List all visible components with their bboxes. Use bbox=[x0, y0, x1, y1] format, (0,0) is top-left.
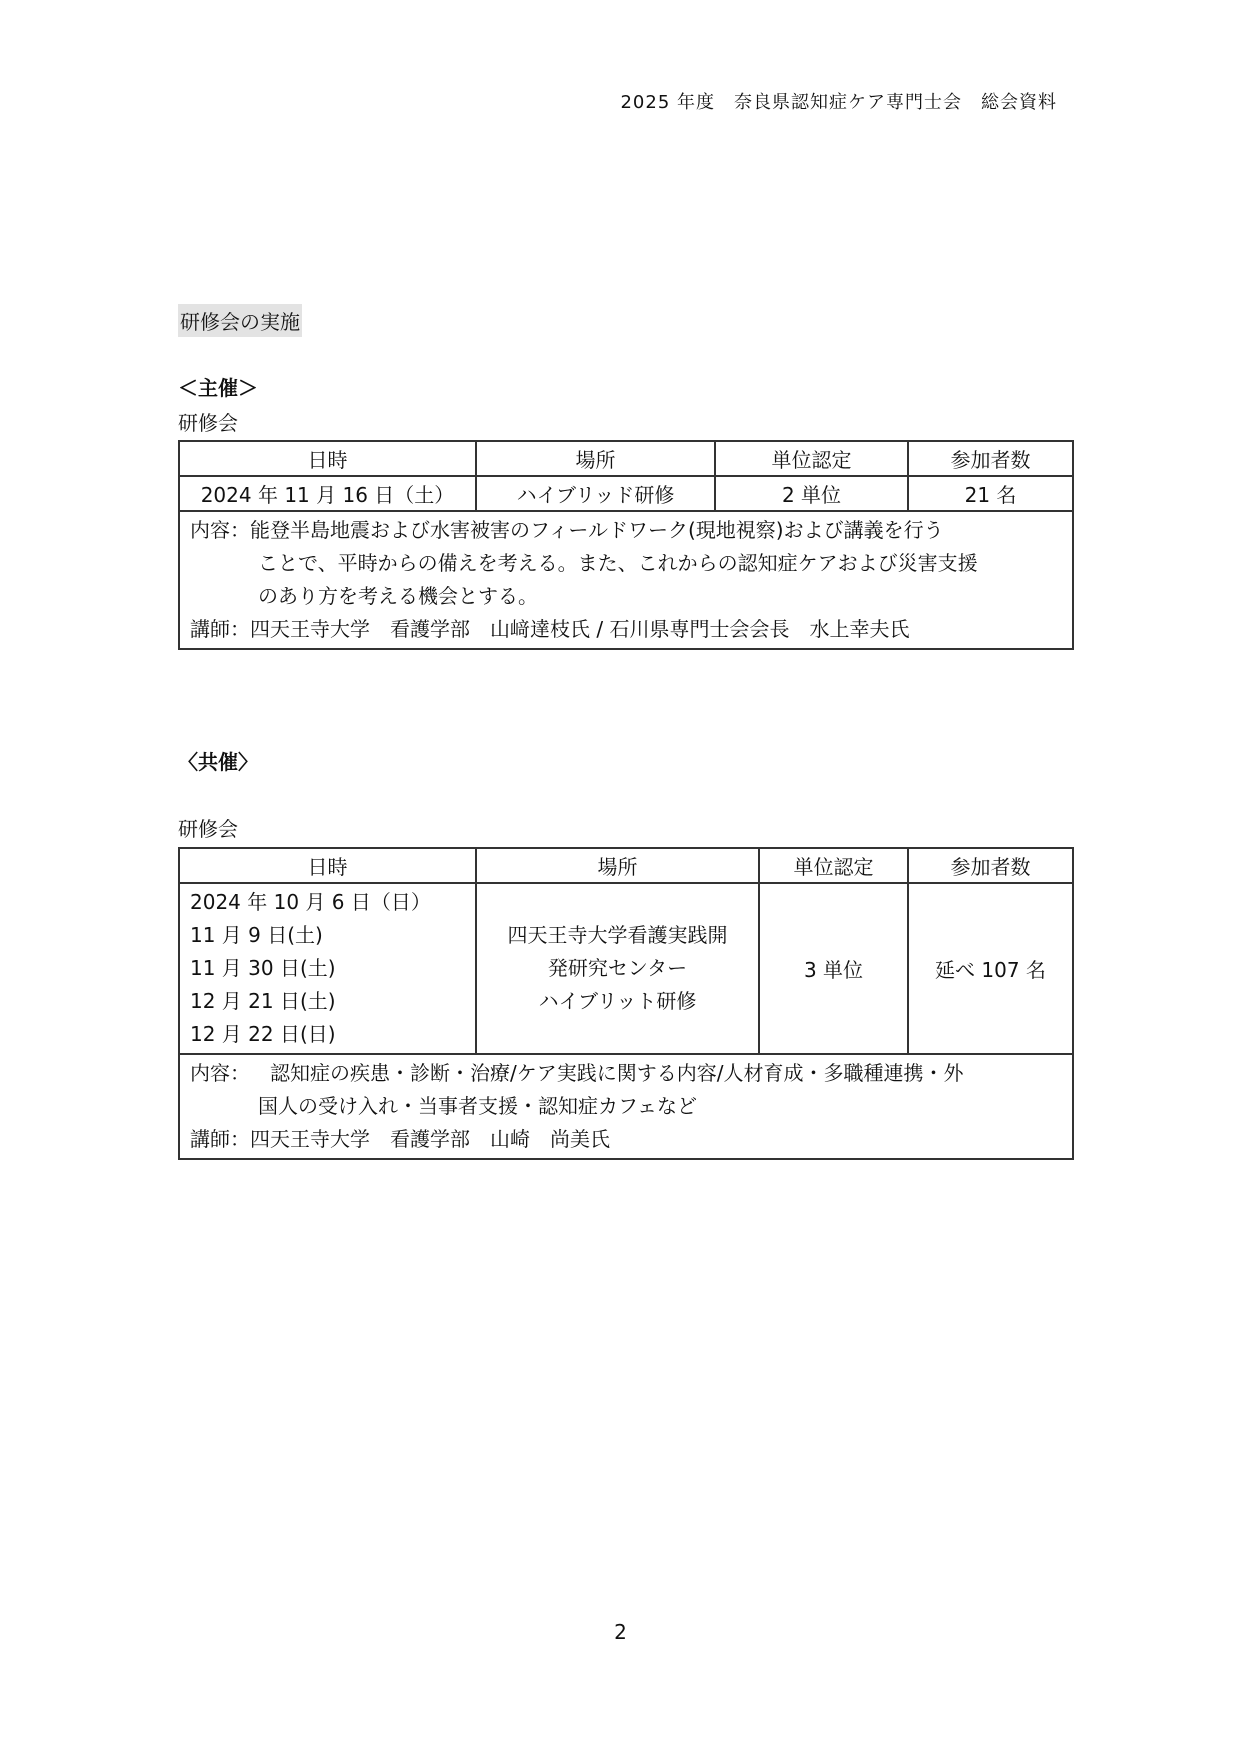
table-row bbox=[179, 476, 1073, 511]
header-venue: 場所 bbox=[476, 441, 715, 476]
header-credits: 単位認定 bbox=[715, 441, 908, 476]
content-text-1: 能登半島地震および水害被害のフィールドワーク(現地視察)および講義を行う bbox=[250, 518, 944, 542]
table-header-row bbox=[179, 848, 1073, 883]
cohosted-seminar-table bbox=[178, 847, 1074, 1160]
date-item: 11 月 30 日(土) bbox=[190, 956, 336, 980]
date-item: 2024 年 10 月 6 日（日） bbox=[190, 890, 431, 914]
content-text-2: 国人の受け入れ・当事者支援・認知症カフェなど bbox=[258, 1094, 697, 1118]
participants-cell: 延べ 107 名 bbox=[908, 883, 1073, 1054]
venue-cell: ハイブリッド研修 bbox=[476, 476, 715, 511]
header-credits: 単位認定 bbox=[759, 848, 908, 883]
lecturer-label: 講師： bbox=[190, 617, 250, 641]
participants-cell: 21 名 bbox=[908, 476, 1073, 511]
table-row bbox=[179, 883, 1073, 1054]
content-text-2: ことで、平時からの備えを考える。また、これからの認知症ケアおよび災害支援 bbox=[258, 551, 978, 575]
content-row bbox=[179, 1054, 1073, 1159]
page-number: 2 bbox=[614, 1620, 627, 1644]
credits-cell: 3 単位 bbox=[759, 883, 908, 1054]
lecturer-label: 講師： bbox=[190, 1127, 250, 1151]
venue-line: ハイブリット研修 bbox=[538, 989, 697, 1013]
header-datetime: 日時 bbox=[179, 441, 476, 476]
lecturer-line bbox=[190, 1123, 1062, 1156]
venue-line: 発研究センター bbox=[547, 956, 688, 980]
content-line bbox=[190, 1057, 1062, 1090]
dates-cell bbox=[179, 883, 476, 1054]
date-item: 12 月 21 日(土) bbox=[190, 989, 336, 1013]
date-item: 11 月 9 日(土) bbox=[190, 923, 323, 947]
hosted-seminar-table bbox=[178, 440, 1074, 650]
hosted-heading: ＜主催＞ bbox=[178, 376, 258, 400]
table-header-row bbox=[179, 441, 1073, 476]
content-label: 内容： bbox=[190, 1061, 250, 1085]
cohosted-heading: 〈共催〉 bbox=[178, 750, 258, 774]
lecturer-text: 四天王寺大学 看護学部 山﨑達枝氏 / 石川県専門士会会長 水上幸夫氏 bbox=[250, 617, 910, 641]
content-row bbox=[179, 511, 1073, 649]
header-venue: 場所 bbox=[476, 848, 759, 883]
credits-cell: 2 単位 bbox=[715, 476, 908, 511]
content-label: 内容： bbox=[190, 518, 250, 542]
content-cell bbox=[179, 1054, 1073, 1159]
document-header: 2025 年度 奈良県認知症ケア専門士会 総会資料 bbox=[620, 92, 1057, 113]
header-datetime: 日時 bbox=[179, 848, 476, 883]
content-text-3: のあり方を考える機会とする。 bbox=[258, 584, 538, 608]
cohosted-sublabel: 研修会 bbox=[178, 817, 238, 841]
lecturer-text: 四天王寺大学 看護学部 山崎 尚美氏 bbox=[250, 1127, 610, 1151]
lecturer-line bbox=[190, 613, 1062, 646]
content-line bbox=[190, 514, 1062, 547]
content-text-1: 認知症の疾患・診断・治療/ケア実践に関する内容/人材育成・多職種連携・外 bbox=[250, 1061, 964, 1085]
venue-cell bbox=[476, 883, 759, 1054]
venue-line: 四天王寺大学看護実践開 bbox=[507, 923, 728, 947]
header-participants: 参加者数 bbox=[908, 848, 1073, 883]
header-participants: 参加者数 bbox=[908, 441, 1073, 476]
hosted-sublabel: 研修会 bbox=[178, 411, 238, 435]
section-title: 研修会の実施 bbox=[178, 304, 302, 337]
date-item: 12 月 22 日(日) bbox=[190, 1022, 336, 1046]
date-cell: 2024 年 11 月 16 日（土） bbox=[179, 476, 476, 511]
content-cell bbox=[179, 511, 1073, 649]
